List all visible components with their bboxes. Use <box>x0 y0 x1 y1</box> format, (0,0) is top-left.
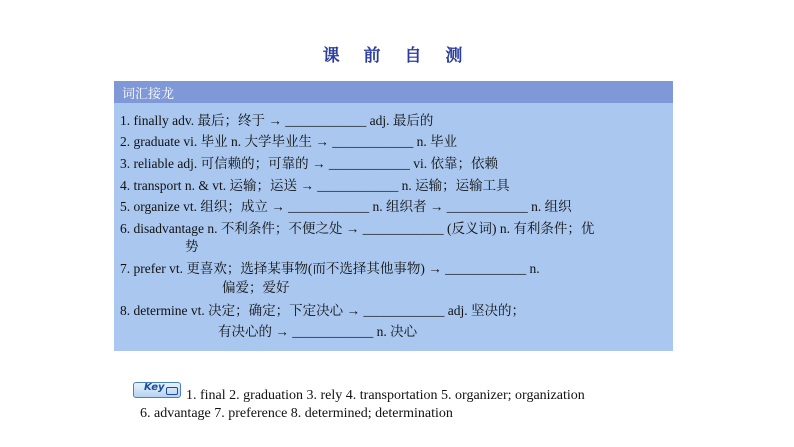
box-header-label: 词汇接龙 <box>122 87 175 102</box>
key-label: Key <box>144 382 165 393</box>
vocab-item-7: 7. prefer vt. 更喜欢；选择某事物(而不选择其他事物) → ____________ n. <box>120 261 540 276</box>
vocab-item-5: 5. organize vt. 组织；成立 → ____________ n. 组织者 → ____________ n. 组织 <box>120 199 572 214</box>
key-icon <box>166 387 178 395</box>
vocab-item-7-continued: 偏爱；爱好 <box>222 280 290 295</box>
vocab-item-8: 8. determine vt. 决定；确定；下定决心 → ____________ adj. 坚决的； <box>120 303 525 318</box>
answer-key-line-2: 6. advantage 7. preference 8. determined; determination <box>140 406 453 421</box>
vocab-item-4: 4. transport n. & vt. 运输；运送 → ____________ n. 运输；运输工具 <box>120 178 510 193</box>
vocab-item-3: 3. reliable adj. 可信赖的；可靠的 → ____________ vi. 依靠；依赖 <box>120 156 498 171</box>
vocab-item-6: 6. disadvantage n. 不利条件；不便之处 → ____________ (反义词) n. 有利条件；优 <box>120 221 595 236</box>
page-title: 课 前 自 测 <box>322 46 472 66</box>
vocab-item-1: 1. finally adv. 最后；终于 → ____________ adj. 最后的 <box>120 113 434 128</box>
box-header <box>114 81 673 103</box>
vocab-item-2: 2. graduate vi. 毕业 n. 大学毕业生 → ____________ n. 毕业 <box>120 134 458 149</box>
vocabulary-box <box>114 81 673 351</box>
vocab-item-6-continued: 势 <box>185 239 199 254</box>
vocab-item-8-continued: 有决心的 → ____________ n. 决心 <box>218 324 418 339</box>
answer-key-line-1: 1. final 2. graduation 3. rely 4. transportation 5. organizer; organization <box>186 388 585 403</box>
key-badge <box>133 382 181 398</box>
